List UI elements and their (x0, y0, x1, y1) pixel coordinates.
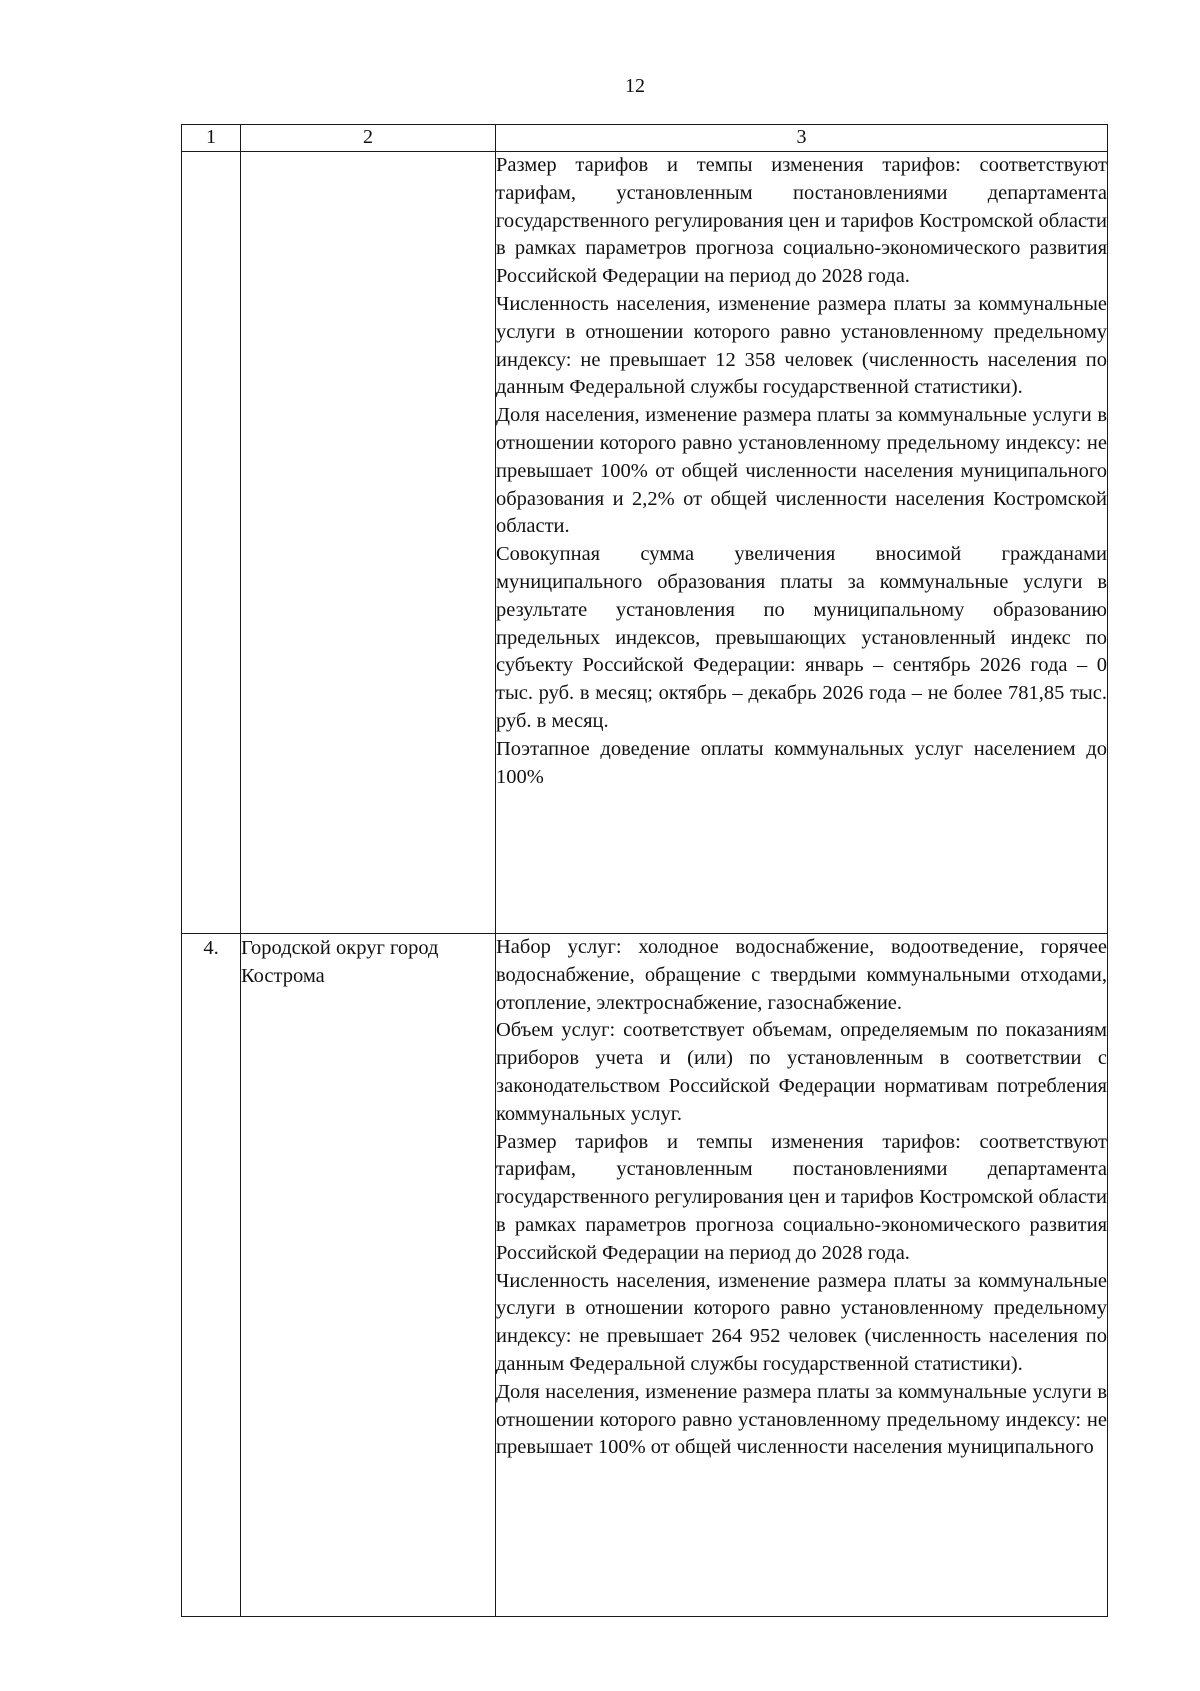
paragraph-population: Численность населения, изменение размера платы за коммунальные услуги в отношении которого равно установленному предельному индексу: не превышает 12 358 человек (численность населения по данным Федеральной службы государственной статистики). (496, 292, 1107, 399)
paragraph-population-share: Доля населения, изменение размера платы за коммунальные услуги в отношении которого равно установленному предельному индексу: не превышает 100% от общей численности населения муниципального образования и 2,2% от общей численности населения Костромской области. (496, 404, 1107, 538)
document-table (181, 124, 1108, 1617)
row-number-cell (182, 152, 241, 934)
description-cell (496, 934, 1108, 1617)
table-header-row (182, 125, 1108, 152)
paragraph-services-volume: Объем услуг: соответствует объемам, определяемым по показаниям приборов учета и (или) по установленным в соответствии с законодательством Российской Федерации нормативам потребления коммунальных услуг. (496, 1019, 1107, 1125)
header-cell-2: 2 (241, 125, 496, 152)
table-row (182, 152, 1108, 934)
table-row (182, 934, 1108, 1617)
paragraph-tariffs: Размер тарифов и темпы изменения тарифов: соответствуют тарифам, установленным постановлениями департамента государственного регулирования цен и тарифов Костромской области в рамках параметров прогноза социально-экономического развития Российской Федерации на период до 2028 года. (496, 1130, 1107, 1264)
municipality-name-cell (241, 152, 496, 934)
paragraph-tariffs: Размер тарифов и темпы изменения тарифов: соответствуют тарифам, установленным постановлениями департамента государственного регулирования цен и тарифов Костромской области в рамках параметров прогноза социально-экономического развития Российской Федерации на период до 2028 года. (496, 154, 1107, 288)
row-number-cell: 4. (182, 934, 241, 1617)
paragraph-total-increase: Совокупная сумма увеличения вносимой гражданами муниципального образования платы за коммунальные услуги в результате установления по муниципальному образованию предельных индексов, превышающих установленный индекс по субъекту Российской Федерации: январь – сентябрь 2026 года – 0 тыс. руб. в месяц; октябрь – декабрь 2026 года – не более 781,85 тыс. руб. в месяц. (496, 543, 1107, 732)
paragraph-population: Численность населения, изменение размера платы за коммунальные услуги в отношении которого равно установленному предельному индексу: не превышает 264 952 человек (численность населения по данным Федеральной службы государственной статистики). (496, 1269, 1107, 1375)
page-number: 12 (625, 75, 645, 97)
header-cell-1: 1 (182, 125, 241, 152)
paragraph-services-set: Набор услуг: холодное водоснабжение, водоотведение, горячее водоснабжение, обращение с твердыми коммунальными отходами, отопление, электроснабжение, газоснабжение. (496, 936, 1107, 1014)
municipality-name-cell: Городской округ город Кострома (241, 934, 496, 1617)
header-cell-3: 3 (496, 125, 1108, 152)
paragraph-phased-payment: Поэтапное доведение оплаты коммунальных услуг населением до 100% (496, 737, 1107, 788)
description-cell (496, 152, 1108, 934)
paragraph-population-share: Доля населения, изменение размера платы за коммунальные услуги в отношении которого равно установленному предельному индексу: не превышает 100% от общей численности населения муниципального (496, 1380, 1107, 1459)
